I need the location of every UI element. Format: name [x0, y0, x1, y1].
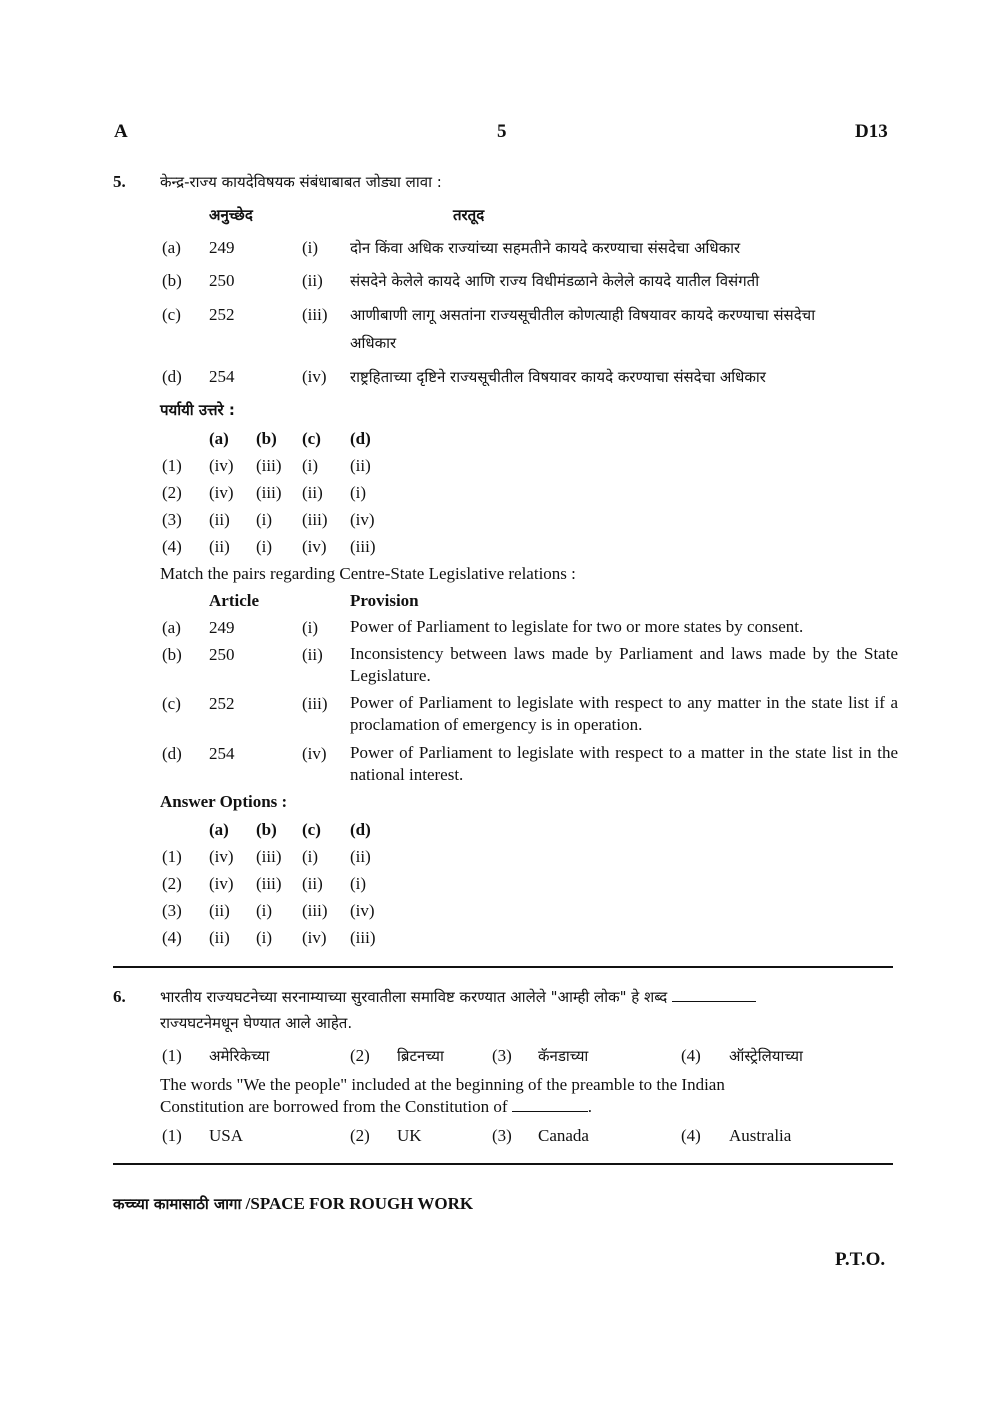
option-number[interactable]: (2) [162, 483, 182, 502]
row-letter: (d) [162, 367, 182, 386]
question-divider [113, 966, 893, 968]
col-header: (d) [350, 429, 371, 448]
option-cell: (i) [302, 847, 319, 866]
q5-english-question: Match the pairs regarding Centre-State Legislative relations : [160, 564, 576, 583]
row-article: 250 [209, 645, 235, 664]
option-number[interactable]: (4) [681, 1046, 701, 1065]
row-article: 254 [209, 744, 235, 763]
option-cell: (iii) [350, 928, 376, 947]
row-roman: (iv) [302, 744, 327, 763]
q5-english-col-provision: Provision [350, 591, 419, 610]
q6-english-line1: The words "We the people" included at the beginning of the preamble to the Indian [160, 1075, 725, 1094]
rough-work-english: /SPACE FOR ROUGH WORK [245, 1194, 474, 1213]
row-provision: राष्ट्रहिताच्या दृष्टिने राज्यसूचीतील विषयावर कायदे करण्याचा संसदेचा अधिकार [350, 368, 766, 386]
option-text[interactable]: ऑस्ट्रेलियाच्या [729, 1047, 803, 1065]
option-cell: (iv) [209, 483, 234, 502]
option-cell: (iii) [256, 456, 282, 475]
option-number[interactable]: (1) [162, 847, 182, 866]
option-cell: (i) [256, 901, 273, 920]
option-number[interactable]: (4) [681, 1126, 701, 1145]
option-cell: (i) [256, 537, 273, 556]
option-text[interactable]: कॅनडाच्या [538, 1047, 589, 1065]
col-header: (d) [350, 820, 371, 839]
q5-english-col-article: Article [209, 591, 260, 610]
rough-work-label [113, 1194, 473, 1214]
q5-marathi-options-label: पर्यायी उत्तरे : [160, 401, 235, 419]
row-provision: दोन किंवा अधिक राज्यांच्या सहमतीने कायदे करण्याचा संसदेचा अधिकार [350, 239, 741, 257]
row-letter: (b) [162, 645, 182, 664]
question-divider [113, 1163, 893, 1165]
option-number[interactable]: (4) [162, 537, 182, 556]
option-number[interactable]: (4) [162, 928, 182, 947]
option-number[interactable]: (1) [162, 1046, 182, 1065]
row-provision: आणीबाणी लागू असतांना राज्यसूचीतील कोणत्याही विषयावर कायदे करण्याचा संसदेचा [350, 306, 816, 324]
option-cell: (ii) [302, 483, 323, 502]
option-cell: (iv) [209, 874, 234, 893]
row-article: 252 [209, 694, 235, 713]
option-cell: (ii) [209, 928, 230, 947]
option-cell: (iv) [350, 901, 375, 920]
option-cell: (iii) [256, 847, 282, 866]
option-number[interactable]: (2) [162, 874, 182, 893]
col-header: (b) [256, 429, 277, 448]
option-number[interactable]: (3) [492, 1126, 512, 1145]
option-number[interactable]: (3) [162, 901, 182, 920]
option-cell: (ii) [209, 901, 230, 920]
option-text[interactable]: USA [209, 1126, 244, 1145]
option-number[interactable]: (2) [350, 1126, 370, 1145]
series-code: A [114, 121, 128, 142]
q6-marathi-line1 [160, 987, 756, 1007]
option-text[interactable]: अमेरिकेच्या [209, 1047, 270, 1065]
q5-marathi-question: केन्द्र-राज्य कायदेविषयक संबंधाबाबत जोड्या लावा : [160, 173, 442, 191]
q5-marathi-col-article: अनुच्छेद [209, 206, 253, 224]
row-roman: (i) [302, 618, 319, 637]
option-cell: (i) [302, 456, 319, 475]
option-number[interactable]: (1) [162, 456, 182, 475]
option-cell: (iii) [256, 483, 282, 502]
col-header: (c) [302, 820, 321, 839]
q6-marathi-line2: राज्यघटनेमधून घेण्यात आले आहेत. [160, 1014, 353, 1032]
answer-blank [672, 987, 756, 1002]
row-provision: संसदेने केलेले कायदे आणि राज्य विधीमंडळाने केलेले कायदे यातील विसंगती [350, 272, 760, 290]
row-letter: (a) [162, 238, 181, 257]
option-cell: (iv) [302, 537, 327, 556]
row-provision: Power of Parliament to legislate for two or more states by consent. [350, 617, 804, 636]
answer-blank [512, 1097, 588, 1112]
col-header: (a) [209, 820, 229, 839]
row-roman: (iv) [302, 367, 327, 386]
row-roman: (ii) [302, 271, 323, 290]
option-cell: (iii) [350, 537, 376, 556]
row-provision: Power of Parliament to legislate with respect to a matter in the state list in the national interest. [350, 743, 898, 784]
row-letter: (c) [162, 694, 181, 713]
option-number[interactable]: (1) [162, 1126, 182, 1145]
page-number: 5 [497, 121, 507, 142]
option-cell: (i) [256, 928, 273, 947]
row-provision-cont: अधिकार [350, 334, 397, 352]
row-article: 252 [209, 305, 235, 324]
row-article: 249 [209, 238, 235, 257]
option-cell: (i) [350, 874, 367, 893]
paper-code: D13 [855, 121, 888, 142]
row-letter: (a) [162, 618, 181, 637]
q5-english-options-label: Answer Options : [160, 792, 288, 811]
question-number-6: 6. [113, 987, 126, 1006]
option-cell: (iv) [209, 847, 234, 866]
col-header: (a) [209, 429, 229, 448]
option-cell: (iii) [302, 901, 328, 920]
option-cell: (ii) [209, 537, 230, 556]
row-roman: (ii) [302, 645, 323, 664]
option-cell: (iv) [209, 456, 234, 475]
row-roman: (iii) [302, 694, 328, 713]
option-number[interactable]: (2) [350, 1046, 370, 1065]
option-cell: (iii) [256, 874, 282, 893]
row-article: 249 [209, 618, 235, 637]
option-cell: (iv) [302, 928, 327, 947]
option-text[interactable]: Canada [538, 1126, 589, 1145]
option-cell: (ii) [350, 456, 371, 475]
option-cell: (ii) [209, 510, 230, 529]
row-letter: (b) [162, 271, 182, 290]
option-text[interactable]: UK [397, 1126, 422, 1145]
option-text[interactable]: Australia [729, 1126, 792, 1145]
option-number[interactable]: (3) [162, 510, 182, 529]
option-text[interactable]: ब्रिटनच्या [397, 1047, 444, 1065]
option-cell: (i) [256, 510, 273, 529]
row-article: 254 [209, 367, 235, 386]
q6-marathi-text: भारतीय राज्यघटनेच्या सरनाम्याच्या सुरवातीला समाविष्ट करण्यात आलेले "आम्ही लोक" हे शब्द [160, 988, 668, 1006]
row-provision: Power of Parliament to legislate with respect to any matter in the state list if a proclamation of emergency is in operation. [350, 693, 898, 734]
row-letter: (d) [162, 744, 182, 763]
option-cell: (iii) [302, 510, 328, 529]
row-roman: (i) [302, 238, 319, 257]
row-provision: Inconsistency between laws made by Parliament and laws made by the State Legislature. [350, 644, 898, 685]
q6-english-line2 [160, 1097, 592, 1117]
option-number[interactable]: (3) [492, 1046, 512, 1065]
question-number-5: 5. [113, 172, 126, 191]
col-header: (b) [256, 820, 277, 839]
row-letter: (c) [162, 305, 181, 324]
q5-marathi-col-provision: तरतूद [453, 206, 485, 224]
col-header: (c) [302, 429, 321, 448]
row-roman: (iii) [302, 305, 328, 324]
rough-work-marathi: कच्च्या कामासाठी जागा [113, 1195, 242, 1213]
option-cell: (ii) [302, 874, 323, 893]
pto-label: P.T.O. [835, 1249, 886, 1270]
option-cell: (i) [350, 483, 367, 502]
option-cell: (ii) [350, 847, 371, 866]
option-cell: (iv) [350, 510, 375, 529]
row-article: 250 [209, 271, 235, 290]
q6-english-text: Constitution are borrowed from the Constitution of [160, 1097, 508, 1116]
q6-english-period: . [587, 1097, 593, 1116]
